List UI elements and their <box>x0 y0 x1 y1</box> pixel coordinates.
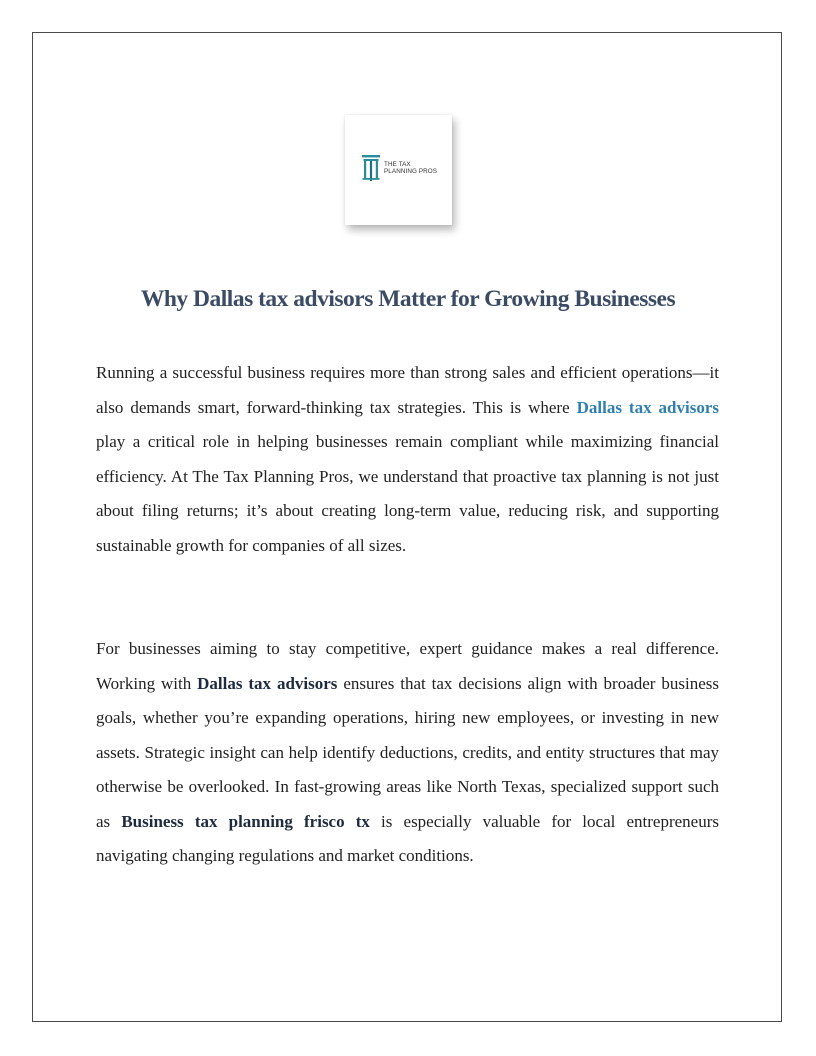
paragraph-2-text-c: is especially valuable for local entrepreneurs navigating changing regulations and market conditions. <box>96 811 719 865</box>
paragraph-1-text-a: Running a successful business requires more than strong sales and efficient operations—it also demands smart, forward-thinking tax strategies. This is where <box>96 363 719 417</box>
paragraph-2-text-a: For businesses aiming to stay competitive, expert guidance makes a real difference. Working with <box>96 639 719 693</box>
pillar-logo-icon <box>362 155 380 183</box>
paragraph-1 <box>96 356 719 563</box>
paragraph-1-text-b: play a critical role in helping businesses remain compliant while maximizing financial efficiency. At The Tax Planning Pros, we understand that proactive tax planning is not just about filing returns; it’s about creating long-term value, reducing risk, and supporting sustainable growth for companies of all sizes. <box>96 432 719 555</box>
paragraph-2-text-b: ensures that tax decisions align with broader business goals, whether you’re expanding operations, hiring new employees, or investing in new assets. Strategic insight can help identify deductions, credits, and entity structures that may otherwise be overlooked. In fast-growing areas like North Texas, specialized support such as <box>96 673 719 831</box>
logo-wordmark <box>384 161 437 176</box>
dallas-tax-advisors-link[interactable]: Dallas tax advisors <box>576 397 719 417</box>
frisco-tax-planning-keyword: Business tax planning frisco tx <box>121 811 370 831</box>
article-title: Why Dallas tax advisors Matter for Growing Businesses <box>140 286 676 312</box>
logo-line-1: THE TAX <box>384 161 411 168</box>
paragraph-2 <box>96 632 719 874</box>
company-logo <box>345 115 452 225</box>
logo-line-2: PLANNING PROS <box>384 168 438 176</box>
dallas-tax-advisors-keyword: Dallas tax advisors <box>197 673 338 693</box>
